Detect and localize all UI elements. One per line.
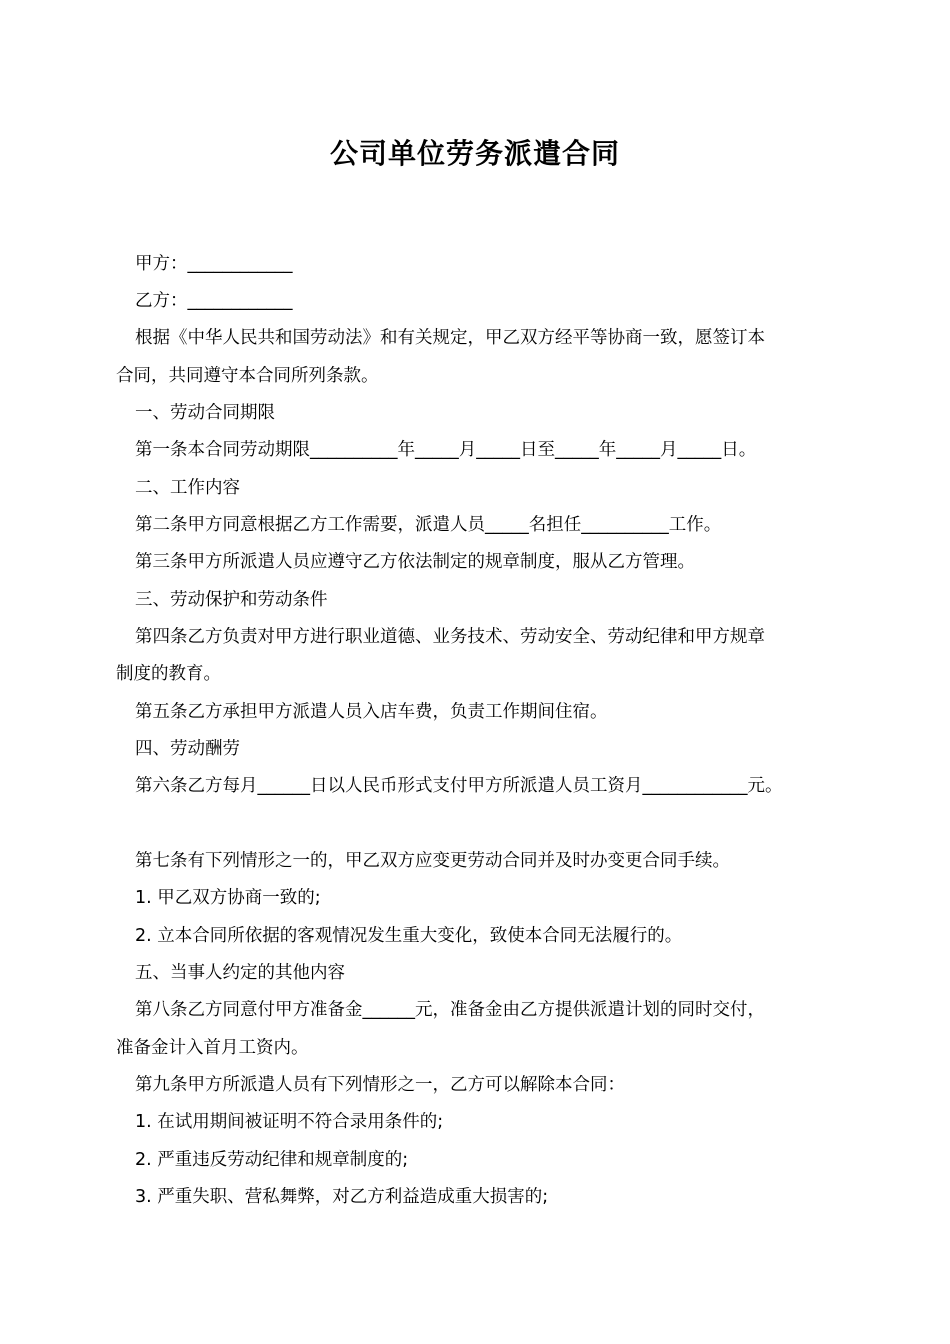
article-3: 第三条甲方所派遣人员应遵守乙方依法制定的规章制度，服从乙方管理。	[135, 552, 695, 572]
article-2: 第二条甲方同意根据乙方工作需要，派遣人员_____名担任__________工作。	[135, 515, 722, 535]
article-5: 第五条乙方承担甲方派遣人员入店车费，负责工作期间住宿。	[135, 702, 608, 722]
section-heading-5: 五、当事人约定的其他内容	[135, 963, 345, 983]
article-9-item-3: 3. 严重失职、营私舞弊，对乙方利益造成重大损害的;	[135, 1187, 549, 1207]
article-9: 第九条甲方所派遣人员有下列情形之一，乙方可以解除本合同：	[135, 1075, 625, 1095]
party-b-line: 乙方：____________	[135, 291, 293, 311]
article-4-line-1: 第四条乙方负责对甲方进行职业道德、业务技术、劳动安全、劳动纪律和甲方规章	[135, 627, 765, 647]
party-a-line: 甲方：____________	[135, 254, 293, 274]
article-9-item-1: 1. 在试用期间被证明不符合录用条件的;	[135, 1112, 444, 1132]
article-8-line-2: 准备金计入首月工资内。	[116, 1038, 309, 1058]
article-7-item-1: 1. 甲乙双方协商一致的;	[135, 888, 321, 908]
article-9-item-2: 2. 严重违反劳动纪律和规章制度的;	[135, 1150, 409, 1170]
section-heading-4: 四、劳动酬劳	[135, 739, 240, 759]
section-heading-2: 二、工作内容	[135, 478, 240, 498]
section-heading-1: 一、劳动合同期限	[135, 403, 275, 423]
document-title: 公司单位劳务派遣合同	[329, 137, 620, 170]
article-8-line-1: 第八条乙方同意付甲方准备金______元，准备金由乙方提供派遣计划的同时交付，	[135, 1000, 765, 1020]
article-1: 第一条本合同劳动期限__________年_____月_____日至_____年_____月_____日。	[135, 440, 757, 460]
section-heading-3: 三、劳动保护和劳动条件	[135, 590, 328, 610]
preamble-line-1: 根据《中华人民共和国劳动法》和有关规定，甲乙双方经平等协商一致，愿签订本	[135, 328, 765, 348]
article-7-item-2: 2. 立本合同所依据的客观情况发生重大变化，致使本合同无法履行的。	[135, 926, 683, 946]
article-7: 第七条有下列情形之一的，甲乙双方应变更劳动合同并及时办变更合同手续。	[135, 851, 730, 871]
article-6: 第六条乙方每月______日以人民币形式支付甲方所派遣人员工资月____________元。	[135, 776, 783, 796]
article-4-line-2: 制度的教育。	[116, 664, 221, 684]
preamble-line-2: 合同，共同遵守本合同所列条款。	[116, 366, 379, 386]
